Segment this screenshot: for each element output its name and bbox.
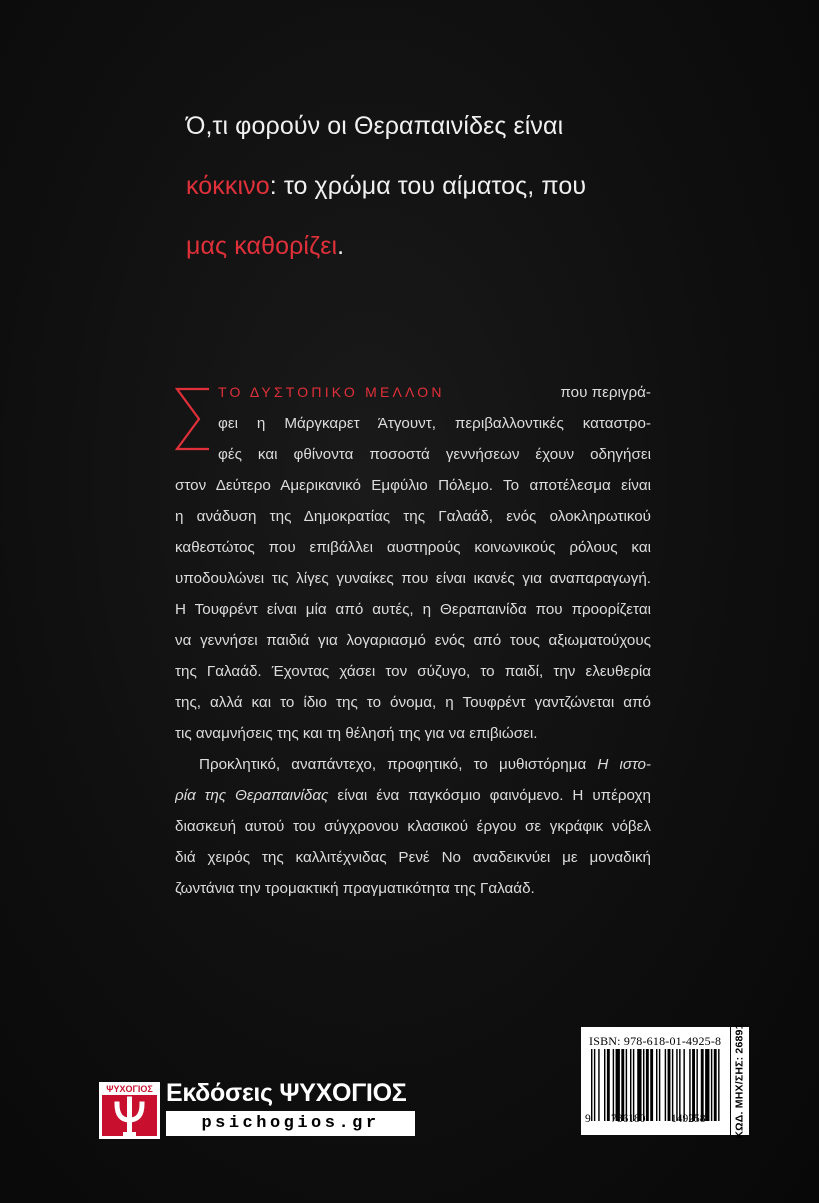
blurb-line: τις αναμνήσεις της και τη θέλησή της για να επιβιώσει. [175,725,538,742]
book-title-italic: ρία της Θεραπαινίδας [175,787,329,804]
pull-quote [186,96,666,276]
blurb-line: της Γαλαάδ. Έχοντας χάσει τον σύζυγο, το παιδί, την ελευθερία [175,663,651,680]
quote-line-1: Ό,τι φορούν οι Θεραπαινίδες είναι [186,112,564,140]
blurb-line: ρία της Θεραπαινίδας είναι ένα παγκόσμιο φαινόμενο. Η υπέροχη [175,787,651,804]
blurb-line: η ανάδυση της Δημοκρατίας της Γαλαάδ, ενός ολοκληρωτικού [175,508,651,525]
blurb-line: Η Τουφρέντ είναι μία από αυτές, η Θεραπαινίδα που προορίζεται [175,601,651,618]
publisher-logo-icon [99,1082,160,1139]
blurb-line: διά χειρός της καλλιτέχνιδας Ρενέ Νο αναδεικνύει με μοναδική [175,849,651,866]
blurb-line: φές και φθίνοντα ποσοστά γεννήσεων έχουν οδηγήσει [218,446,651,463]
quote-highlight-red: κόκκινο [186,172,270,200]
lead-in-heading: ΤΟ ΔΥΣΤΟΠΙΚΟ ΜΕΛΛΟΝ [218,384,445,400]
blurb-line: φει η Μάργκαρετ Άτγουντ, περιβαλλοντικές καταστρο- [218,415,651,432]
blurb-line: υποδουλώνει τις λίγες γυναίκες που είναι ικανές για αναπαραγωγή. [175,570,651,587]
product-code-strip [731,1023,749,1139]
barcode-bars [591,1049,721,1121]
blurb-line: της, αλλά και το ίδιο της το όνομα, η Τουφρέντ γαντζώνεται από [175,694,651,711]
isbn-label: ISBN: 978-618-01-4925-8 [589,1034,722,1048]
svg-text:ΨΥΧΟΓΙΟΣ: ΨΥΧΟΓΙΟΣ [106,1084,153,1094]
book-title-italic: Η ιστο- [597,756,651,773]
quote-highlight-red-2: μας καθορίζει [186,232,338,260]
blurb-line: διασκευή αυτού του σύγχρονου κλασικού έργου σε γκράφικ νόβελ [175,818,651,835]
quote-line-3: μας καθορίζει. [186,232,345,260]
publisher-name: Εκδόσεις ΨΥΧΟΓΙΟΣ [166,1079,407,1107]
quote-line-2: κόκκινο: το χρώμα του αίματος, που [186,172,587,200]
blurb-line: καθεστώτος που επιβάλλει αυστηρούς κοινωνικούς ρόλους και [175,539,651,556]
blurb-line: στον Δεύτερο Αμερικανικό Εμφύλιο Πόλεμο. Το αποτέλεσμα είναι [175,477,651,494]
publisher-url: psichogios.gr [166,1111,415,1136]
blurb-line: Προκλητικό, αναπάντεχο, προφητικό, το μυθιστόρημα Η ιστο- [199,756,651,773]
barcode-digits: 9 786180 149258 [585,1113,706,1125]
blurb-line: ΤΟ ΔΥΣΤΟΠΙΚΟ ΜΕΛΛΟΝ που περιγρά- [175,377,651,408]
isbn-barcode [581,1027,730,1135]
blurb-line: ζωντάνια την τρομακτική πραγματικότητα της Γαλαάδ. [175,880,535,897]
blurb-line: να γεννήσει παιδιά για λογαριασμό ενός από τους αξιωματούχους [175,632,651,649]
product-code: ΚΩΔ. ΜΗΧ/ΣΗΣ: 26891 [734,1023,747,1139]
blurb-text [175,377,651,904]
